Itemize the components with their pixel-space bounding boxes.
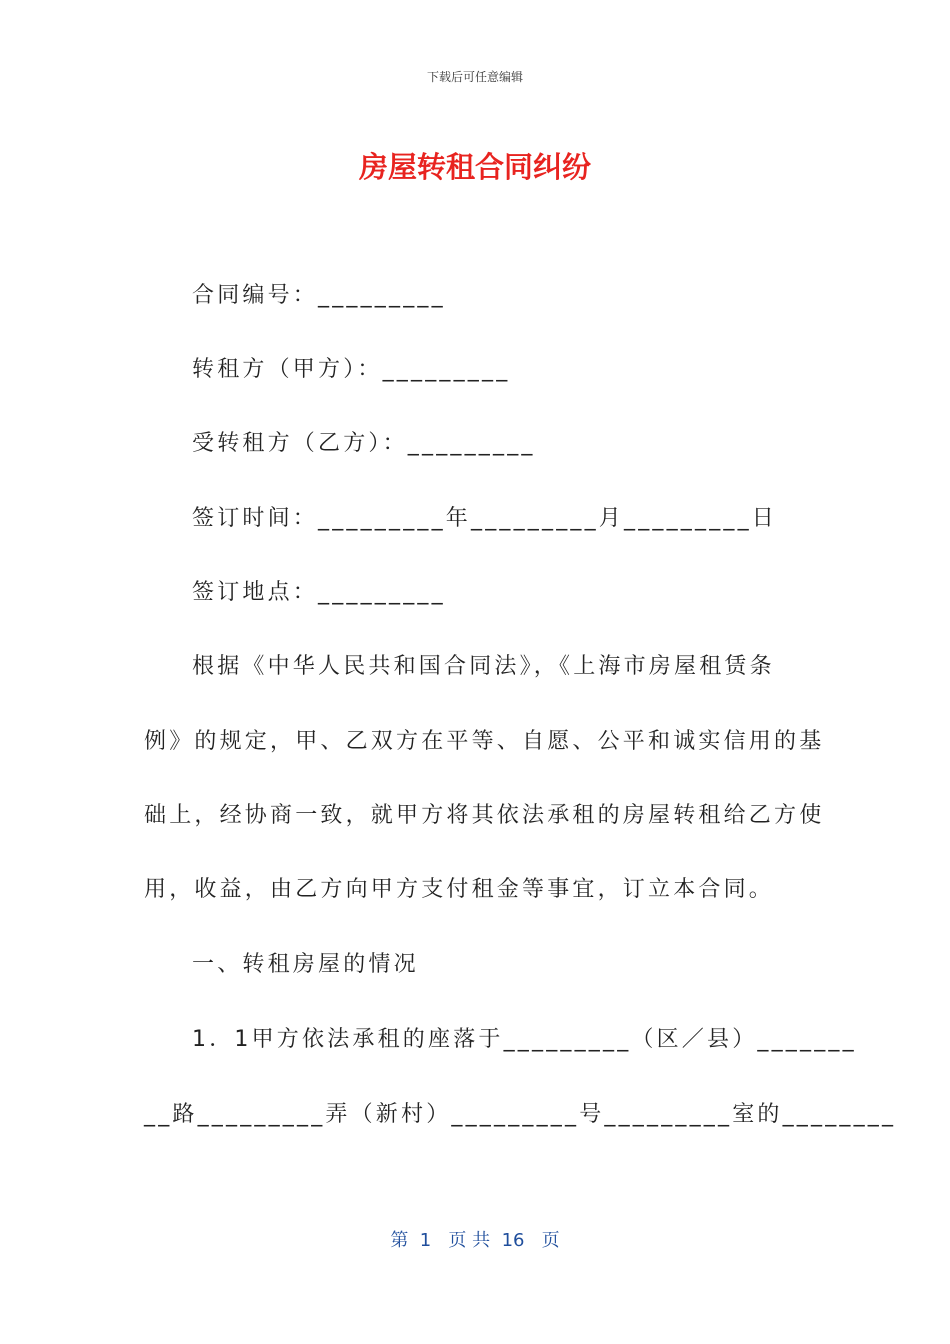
clause-line-2: __路_________弄（新村）_________号_________室的________ (144, 1102, 897, 1127)
preamble-paragraph-line-2: 例》的规定，甲、乙双方在平等、自愿、公平和诚实信用的基 (144, 729, 825, 754)
section-heading: 一、转租房屋的情况 (192, 952, 419, 977)
clause-line-1: 1．1甲方依法承租的座落于_________（区／县）_______ (192, 1027, 857, 1052)
preamble-paragraph-line-3: 础上，经协商一致，就甲方将其依法承租的房屋转租给乙方使 (144, 803, 825, 828)
document-title: 房屋转租合同纠纷 (358, 150, 591, 184)
contract-number-line: 合同编号：_________ (192, 283, 446, 308)
page-number-footer: 第 1 页 共 16 页 (390, 1230, 560, 1251)
signing-date-line: 签订时间：_________年_________月_________日 (192, 506, 778, 531)
preamble-paragraph-line-4: 用，收益，由乙方向甲方支付租金等事宜，订立本合同。 (144, 877, 775, 902)
header-note: 下载后可任意编辑 (426, 70, 523, 84)
preamble-paragraph-line-1: 根据《中华人民共和国合同法》，《上海市房屋租赁条 (192, 654, 775, 679)
signing-place-line: 签订地点：_________ (192, 580, 446, 605)
sublessee-line: 受转租方（乙方）：_________ (192, 431, 536, 456)
sublessor-line: 转租方（甲方）：_________ (192, 357, 511, 382)
